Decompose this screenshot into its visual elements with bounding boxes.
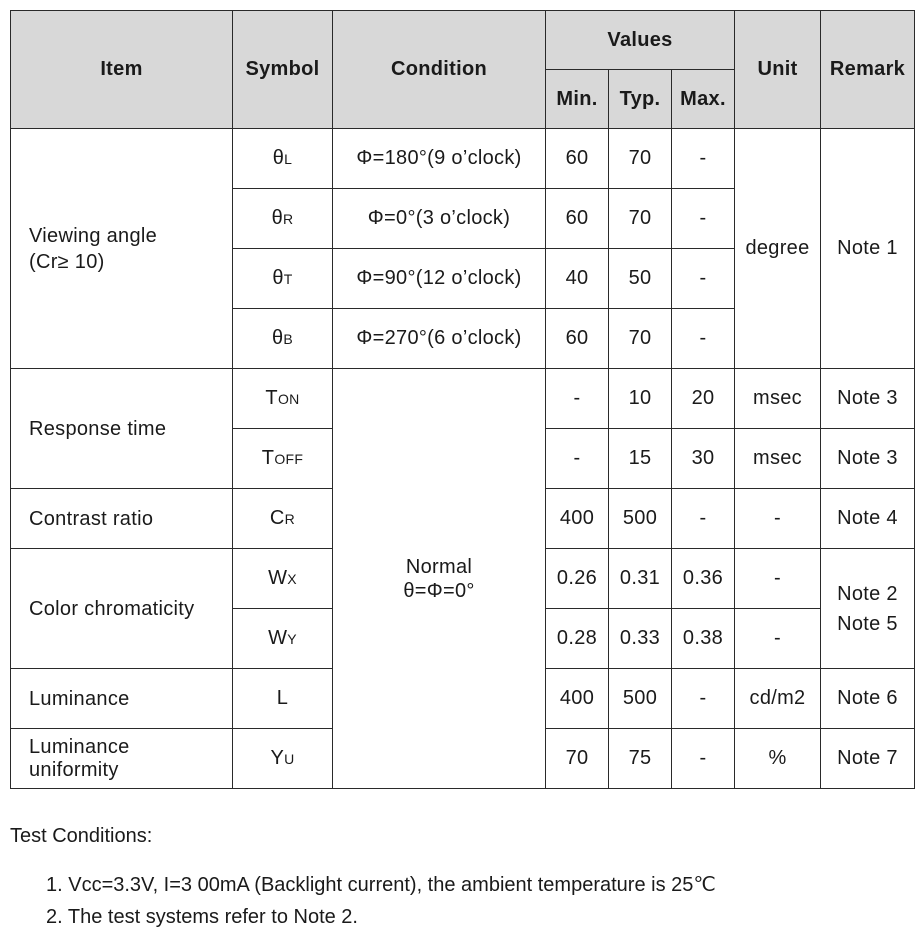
symbol-cell: θR	[233, 189, 333, 249]
typ-cell: 75	[609, 729, 672, 789]
unit-cell: -	[735, 489, 821, 549]
condition-normal-cell	[333, 369, 546, 789]
max-cell: -	[672, 309, 735, 369]
min-cell: 400	[546, 669, 609, 729]
symbol-cell: L	[233, 669, 333, 729]
symbol-cell: TON	[233, 369, 333, 429]
unit-cell: %	[735, 729, 821, 789]
max-cell: 30	[672, 429, 735, 489]
max-cell: -	[672, 669, 735, 729]
unit-cell: -	[735, 609, 821, 669]
table-row	[11, 129, 915, 189]
typ-cell: 10	[609, 369, 672, 429]
typ-cell: 0.33	[609, 609, 672, 669]
item-label: (Cr≥ 10)	[29, 250, 105, 273]
spec-table	[10, 10, 915, 789]
remark-cell: Note 6	[821, 669, 915, 729]
remark-cell: Note 4	[821, 489, 915, 549]
item-color-chromaticity: Color chromaticity	[11, 549, 233, 669]
symbol-cell: WY	[233, 609, 333, 669]
header-symbol: Symbol	[233, 11, 333, 129]
test-conditions-title: Test Conditions:	[10, 825, 153, 847]
min-cell: 60	[546, 129, 609, 189]
typ-cell: 500	[609, 669, 672, 729]
header-item: Item	[11, 11, 233, 129]
unit-cell: cd/m2	[735, 669, 821, 729]
symbol-cell: θB	[233, 309, 333, 369]
header-remark: Remark	[821, 11, 915, 129]
symbol-cell: TOFF	[233, 429, 333, 489]
min-cell: 400	[546, 489, 609, 549]
symbol-cell: WX	[233, 549, 333, 609]
max-cell: 0.38	[672, 609, 735, 669]
unit-cell: msec	[735, 369, 821, 429]
typ-cell: 70	[609, 189, 672, 249]
min-cell: 0.28	[546, 609, 609, 669]
header-typ: Typ.	[609, 70, 672, 129]
symbol-cell: CR	[233, 489, 333, 549]
condition-cell: Φ=270°(6 o’clock)	[333, 309, 546, 369]
typ-cell: 500	[609, 489, 672, 549]
header-max: Max.	[672, 70, 735, 129]
min-cell: 70	[546, 729, 609, 789]
test-condition-1: 1. Vcc=3.3V, I=3 00mA (Backlight current), the ambient temperature is 25℃	[46, 874, 716, 896]
item-luminance: Luminance	[11, 669, 233, 729]
test-condition-2: 2. The test systems refer to Note 2.	[46, 906, 358, 928]
remark-cell: Note 7	[821, 729, 915, 789]
header-condition: Condition	[333, 11, 546, 129]
item-luminance-uniformity	[11, 729, 233, 789]
item-contrast-ratio: Contrast ratio	[11, 489, 233, 549]
min-cell: -	[546, 369, 609, 429]
unit-cell: -	[735, 549, 821, 609]
remark-cell	[821, 549, 915, 669]
typ-cell: 15	[609, 429, 672, 489]
remark-cell: Note 3	[821, 429, 915, 489]
typ-cell: 70	[609, 309, 672, 369]
unit-cell: msec	[735, 429, 821, 489]
min-cell: 60	[546, 309, 609, 369]
min-cell: 60	[546, 189, 609, 249]
min-cell: 0.26	[546, 549, 609, 609]
typ-cell: 0.31	[609, 549, 672, 609]
min-cell: 40	[546, 249, 609, 309]
max-cell: -	[672, 189, 735, 249]
max-cell: 20	[672, 369, 735, 429]
max-cell: -	[672, 729, 735, 789]
header-values: Values	[546, 11, 735, 70]
remark-cell: Note 3	[821, 369, 915, 429]
remark-cell: Note 1	[821, 129, 915, 369]
condition-cell: Φ=90°(12 o’clock)	[333, 249, 546, 309]
symbol-cell: θT	[233, 249, 333, 309]
max-cell: -	[672, 129, 735, 189]
unit-cell: degree	[735, 129, 821, 369]
header-unit: Unit	[735, 11, 821, 129]
item-viewing-angle	[11, 129, 233, 369]
symbol-cell: θL	[233, 129, 333, 189]
condition-cell: Φ=0°(3 o’clock)	[333, 189, 546, 249]
symbol-cell: YU	[233, 729, 333, 789]
condition-label: θ=Φ=0°	[403, 579, 475, 602]
table-row	[11, 369, 915, 429]
header-min: Min.	[546, 70, 609, 129]
item-label: uniformity	[29, 758, 119, 781]
min-cell: -	[546, 429, 609, 489]
max-cell: -	[672, 249, 735, 309]
remark-label: Note 2	[837, 582, 898, 605]
remark-label: Note 5	[837, 612, 898, 635]
item-response-time: Response time	[11, 369, 233, 489]
condition-cell: Φ=180°(9 o’clock)	[333, 129, 546, 189]
item-label: Viewing angle	[29, 224, 158, 247]
item-label: Luminance	[29, 735, 130, 758]
typ-cell: 50	[609, 249, 672, 309]
max-cell: 0.36	[672, 549, 735, 609]
condition-label: Normal	[405, 555, 473, 578]
max-cell: -	[672, 489, 735, 549]
typ-cell: 70	[609, 129, 672, 189]
